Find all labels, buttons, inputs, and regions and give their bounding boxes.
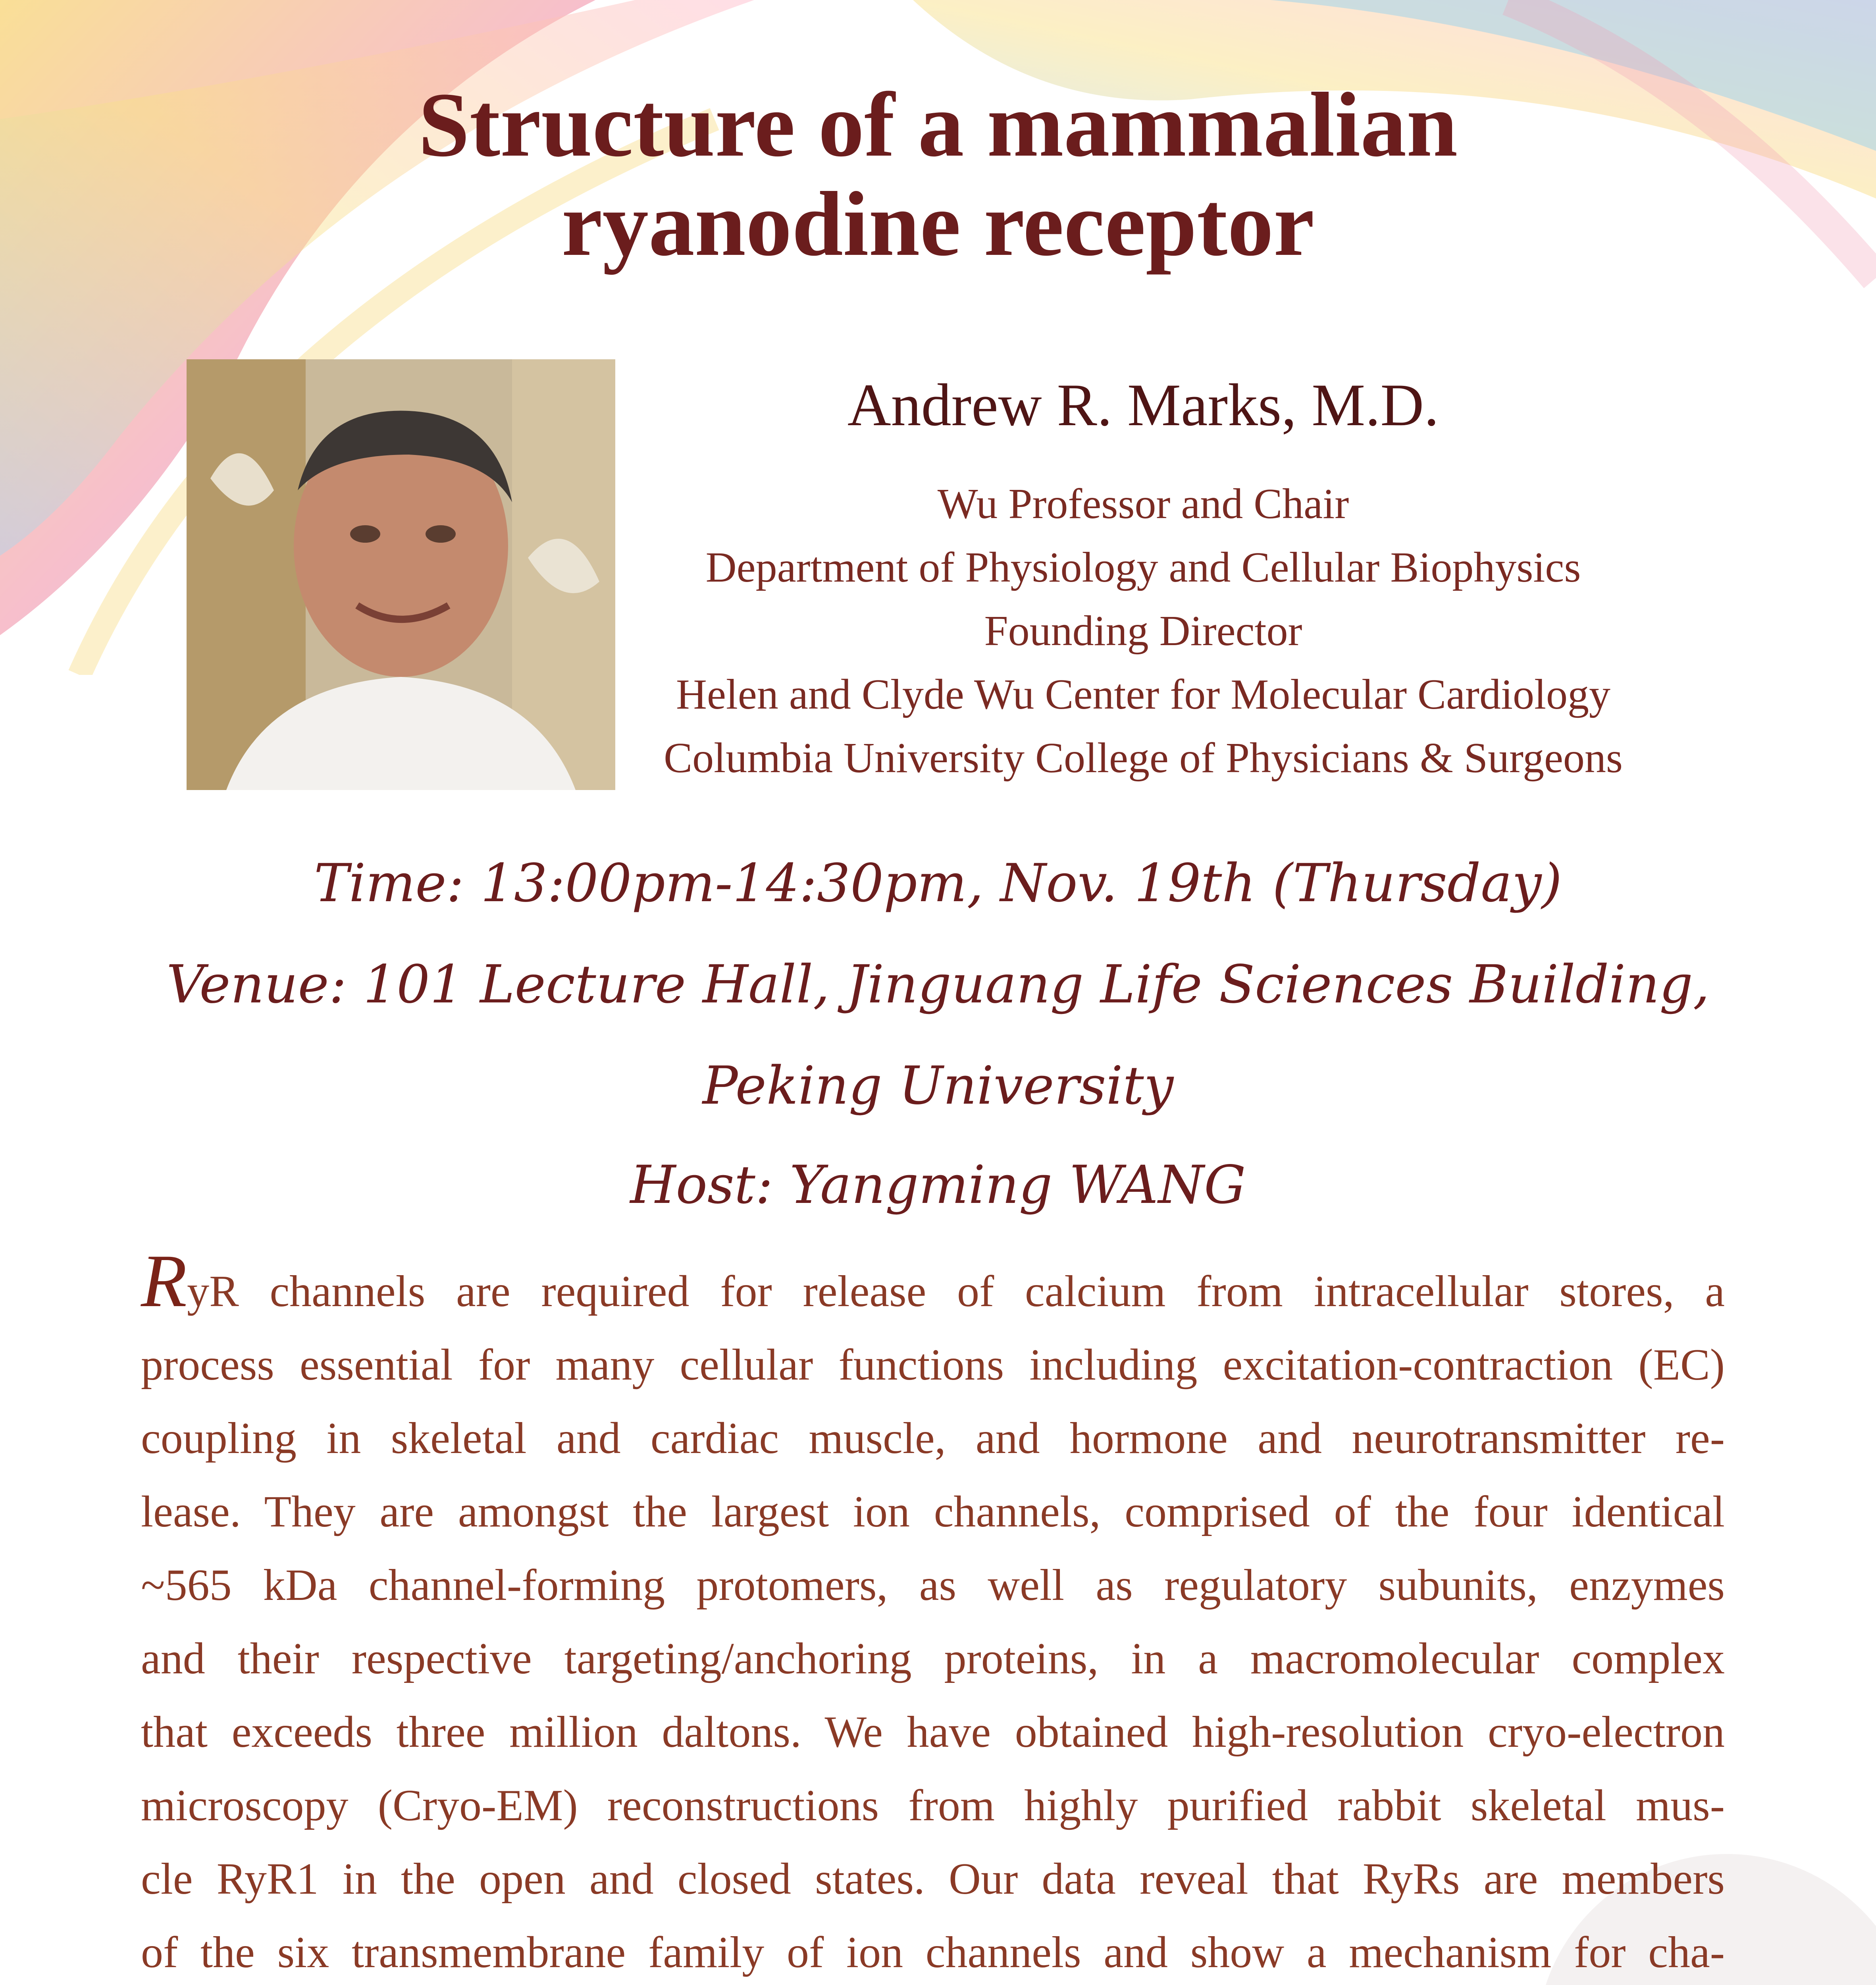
abstract-line: and their respective targeting/anchoring proteins, in a macromolecular complex bbox=[141, 1634, 1725, 1683]
poster-title bbox=[0, 75, 1876, 274]
affiliation-line: Department of Physiology and Cellular Biophysics bbox=[705, 544, 1581, 591]
abstract-line: ~565 kDa channel-forming protomers, as well as regulatory subunits, enzymes bbox=[141, 1561, 1725, 1610]
affiliation-line: Helen and Clyde Wu Center for Molecular Cardiology bbox=[676, 671, 1610, 718]
title-line-1: Structure of a mammalian bbox=[418, 74, 1458, 176]
abstract-line: that exceeds three million daltons. We have obtained high-resolution cryo-electron bbox=[141, 1707, 1725, 1757]
event-time: Time: 13:00pm-14:30pm, Nov. 19th (Thursday) bbox=[314, 853, 1562, 914]
abstract-line bbox=[141, 1239, 1725, 1328]
affiliation-line: Columbia University College of Physicians & Surgeons bbox=[664, 734, 1623, 782]
event-venue-line-2: Peking University bbox=[702, 1055, 1174, 1116]
speaker-affiliations bbox=[619, 472, 1667, 790]
abstract-line-text: yR channels are required for release of calcium from intracellular stores, a bbox=[187, 1267, 1725, 1316]
affiliation-line: Wu Professor and Chair bbox=[937, 480, 1349, 528]
abstract-line: of the six transmembrane family of ion channels and show a mechanism for cha- bbox=[141, 1928, 1725, 1977]
speaker-photo bbox=[187, 359, 615, 790]
abstract-line: coupling in skeletal and cardiac muscle, and hormone and neurotransmitter re- bbox=[141, 1414, 1725, 1463]
abstract-line: process essential for many cellular functions including excitation-contraction (EC) bbox=[141, 1340, 1725, 1390]
event-host: Host: Yangming WANG bbox=[630, 1154, 1246, 1216]
abstract-line: microscopy (Cryo-EM) reconstructions from highly purified rabbit skeletal mus- bbox=[141, 1781, 1725, 1830]
abstract-dropcap: R bbox=[141, 1239, 187, 1323]
title-line-2: ryanodine receptor bbox=[561, 173, 1315, 275]
event-venue-line-1: Venue: 101 Lecture Hall, Jinguang Life Sciences Building, bbox=[166, 954, 1710, 1015]
affiliation-line: Founding Director bbox=[984, 607, 1302, 655]
abstract-line: cle RyR1 in the open and closed states. Our data reveal that RyRs are members bbox=[141, 1854, 1725, 1904]
speaker-name: Andrew R. Marks, M.D. bbox=[847, 372, 1439, 438]
abstract-line: lease. They are amongst the largest ion channels, comprised of the four identical bbox=[141, 1487, 1725, 1536]
abstract-text bbox=[141, 1239, 1725, 1985]
